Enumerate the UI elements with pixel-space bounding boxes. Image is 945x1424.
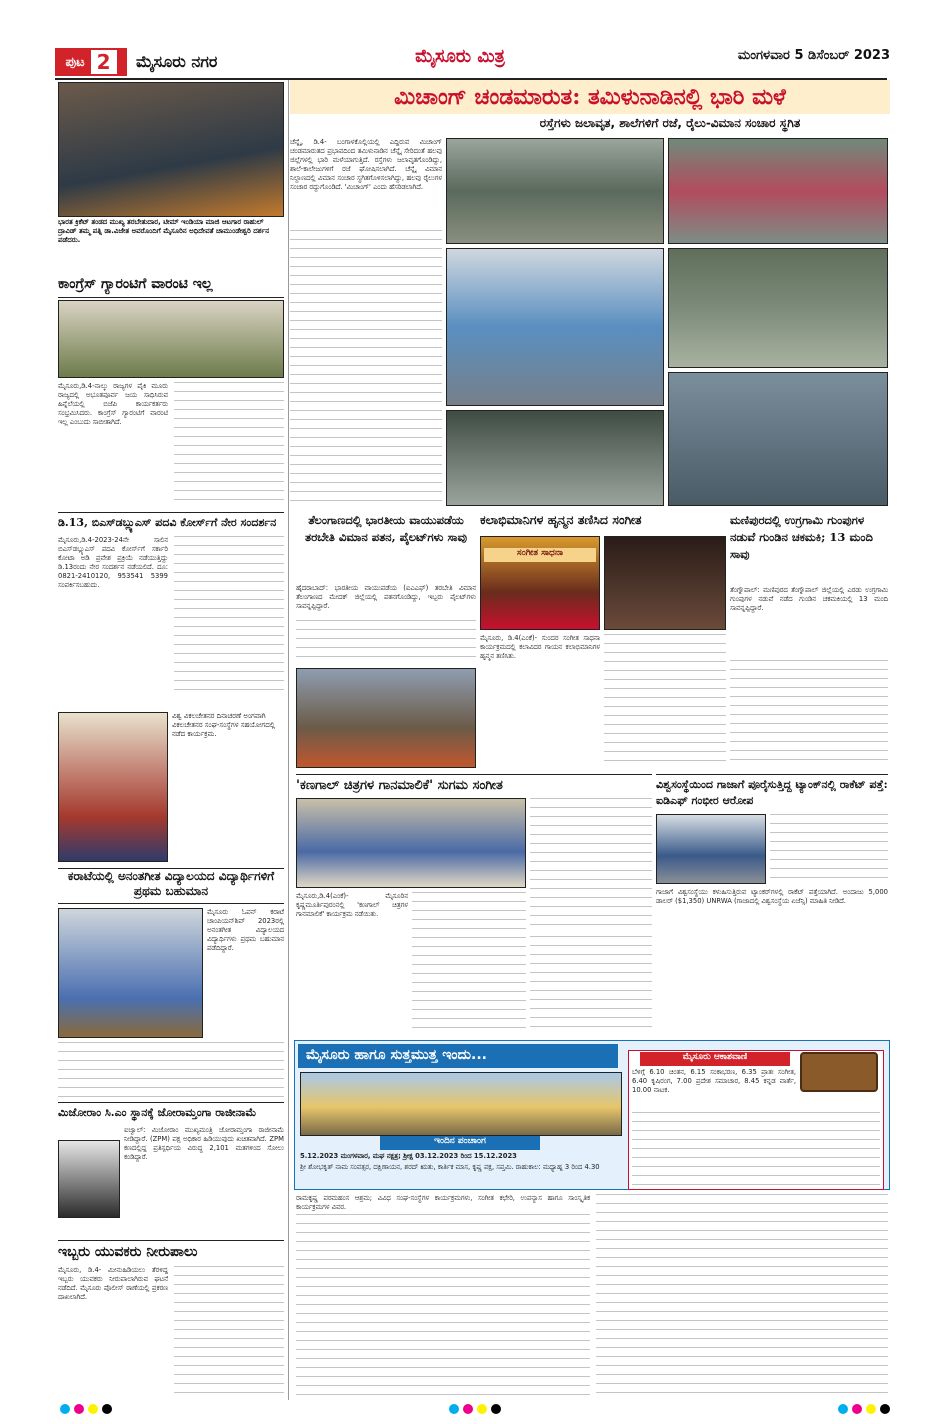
story-manipur-text-cont bbox=[730, 660, 888, 768]
flood-photo-1 bbox=[446, 138, 664, 244]
airport-photo bbox=[446, 248, 664, 406]
panchang-date: 5.12.2023 ಮಂಗಳವಾರ, ಮಘ ನಕ್ಷತ್ರ; ಶ್ರೀಕ್ಷ 03.12.2023 ರಿಂದ 15.12.2023 bbox=[300, 1152, 517, 1160]
page-number: 2 bbox=[91, 50, 117, 74]
story-bsw-text: ಮೈಸೂರು,ಡಿ.4-2023-24ನೇ ಸಾಲಿನ ಬಿಎಸ್‌ಡಬ್ಲ್ಯುಎಸ್ ಪದವಿ ಕೋರ್ಸ್‌ಗೆ ಸರ್ಕಾರಿ ಕೋಟಾ ಅಡಿ ಪ್ರವೇಶ ಪ್ರಕ್ರಿಯೆ ನಡೆಯುತ್ತಿದ್ದು ಡಿ.13ರಂದು ನೇರ ಸಂದರ್ಶನ ನಡೆಯಲಿದೆ. ದೂ: 0821-2410120, 953541 5399 ಸಂಪರ್ಕಿಸಬಹುದು. bbox=[58, 536, 168, 589]
page-label: ಪುಟ bbox=[65, 54, 85, 70]
zoramthanga-photo bbox=[58, 1140, 120, 1218]
panchang-text: ಶ್ರೀ ಶೋಭಕೃತ್ ನಾಮ ಸಂವತ್ಸರ, ದಕ್ಷಿಣಾಯನ, ಶರದ್ ಋತು, ಕಾರ್ತಿಕ ಮಾಸ, ಕೃಷ್ಣ ಪಕ್ಷ, ಸಪ್ತಮಿ. ರಾಹುಕಾಲ: ಮಧ್ಯಾಹ್ನ 3 ರಿಂದ 4.30 bbox=[300, 1163, 600, 1171]
panchang-title: ಇಂದಿನ ಪಂಚಾಂಗ bbox=[380, 1136, 540, 1150]
radio-icon bbox=[800, 1052, 878, 1092]
story-congress-text: ಮೈಸೂರು,ಡಿ.4-ನಾಲ್ಕು ರಾಜ್ಯಗಳ ಪೈಕಿ ಮೂರು ರಾಜ್ಯದಲ್ಲಿ ಅಭೂತಪೂರ್ವ ಜಯ ಸಾಧಿಸಿರುವ ಹಿನ್ನೆಲೆಯಲ್ಲಿ ಬಿಜೆಪಿ ಕಾರ್ಯಕರ್ತರು ಸಂಭ್ರಮಿಸಿದರು. ಕಾಂಗ್ರೆಸ್ ಗ್ಯಾರಂಟಿಗೆ ವಾರಂಟಿ ಇಲ್ಲ ಎಂಬುದು ಸಾಬೀತಾಗಿದೆ. bbox=[58, 382, 168, 426]
radio-schedule: ಬೆಳಿಗ್ಗೆ 6.10 ಚಿಂತನ, 6.15 ಸಂಕಾಭರಣ, 6.35 ಪ್ರಾತಃ ಸಂಗೀತ, 6.40 ಕೃಷಿರಂಗ, 7.00 ಪ್ರದೇಶ ಸಮಾಚಾರ, 8.45 ಕನ್ನಡ ವಾರ್ತೆ, 10.00 ನಾಟಕ. bbox=[632, 1068, 796, 1094]
story-kangal-side bbox=[530, 798, 652, 932]
flood-photo-2 bbox=[668, 138, 888, 244]
story-bsw-head: ಡಿ.13, ಬಿಎಸ್‌ಡಬ್ಲ್ಯುಎಸ್ ಪದವಿ ಕೋರ್ಸ್‌ಗೆ ನೇರ ಸಂದರ್ಶನ bbox=[58, 512, 284, 532]
story-telangana-text: ಹೈದರಾಬಾದ್: ಭಾರತೀಯ ವಾಯುಪಡೆಯ (ಐಎಎಫ್) ತರಬೇತಿ ವಿಮಾನ ತೆಲಂಗಾಣದ ಮೇದಕ್ ಜಿಲ್ಲೆಯಲ್ಲಿ ಪತನಗೊಂಡಿದ್ದು, ಇಬ್ಬರು ಪೈಲಟ್‌ಗಳು ಸಾವನ್ನಪ್ಪಿದ್ದಾರೆ. bbox=[296, 584, 476, 610]
story-manipur-head: ಮಣಿಪುರದಲ್ಲಿ ಉಗ್ರಗಾಮಿ ಗುಂಪುಗಳ ನಡುವೆ ಗುಂಡಿನ ಚಕಮಕಿ; 13 ಮಂದಿ ಸಾವು bbox=[730, 513, 873, 561]
kangal-photo bbox=[296, 798, 526, 888]
congress-photo bbox=[58, 300, 284, 378]
story-karate-text: ಮೈಸೂರು ಓಪನ್ ಕರಾಟೆ ಚಾಂಪಿಯನ್‌ಶಿಪ್ 2023ರಲ್ಲಿ ಅನಂತಗೀತ ವಿದ್ಯಾಲಯದ ವಿದ್ಯಾರ್ಥಿಗಳು ಪ್ರಥಮ ಬಹುಮಾನ ಪಡೆದಿದ್ದಾರೆ. bbox=[207, 908, 284, 952]
dravid-photo bbox=[58, 82, 284, 217]
story-congress-head: ಕಾಂಗ್ರೆಸ್ ಗ್ಯಾರಂಟಿಗೆ ವಾರಂಟಿ ಇಲ್ಲ bbox=[58, 276, 284, 298]
main-headline: ಮಿಚಾಂಗ್ ಚಂಡಮಾರುತ: ತಮಿಳುನಾಡಿನಲ್ಲಿ ಭಾರಿ ಮಳೆ bbox=[290, 80, 890, 114]
masthead: ಮೈಸೂರು ಮಿತ್ರ bbox=[415, 46, 505, 67]
gaza-tanker-photo bbox=[656, 814, 766, 884]
event-listings-right bbox=[596, 1194, 888, 1398]
main-lead-text-cont bbox=[290, 230, 442, 506]
flood-photo-4 bbox=[446, 410, 664, 506]
award-caption: ವಿಶ್ವ ವಿಕಲಚೇತನರ ದಿನಾಚರಣೆ ಅಂಗವಾಗಿ ವಿಕಲಚೇತನರ ಸಂಘ-ಸಂಸ್ಥೆಗಳ ಸಹಯೋಗದಲ್ಲಿ ನಡೆದ ಕಾರ್ಯಕ್ರಮ. bbox=[172, 712, 284, 862]
story-drowning-text: ಮೈಸೂರು, ಡಿ.4- ಮೀನುಹಿಡಿಯಲು ತೆರಳಿದ್ದ ಇಬ್ಬರು ಯುವಕರು ನೀರುಪಾಲಾಗಿರುವ ಘಟನೆ ನಡೆದಿದೆ. ಮೈಸೂರು ಪೊಲೀಸ್ ಠಾಣೆಯಲ್ಲಿ ಪ್ರಕರಣ ದಾಖಲಾಗಿದೆ. bbox=[58, 1266, 168, 1301]
flood-photo-5 bbox=[668, 372, 888, 506]
award-photo bbox=[58, 712, 168, 862]
column-divider bbox=[288, 80, 289, 1400]
story-drowning-head: ಇಬ್ಬರು ಯುವಕರು ನೀರುಪಾಲು bbox=[58, 1240, 284, 1264]
story-gaza-text: ಗಾಜಾಗೆ ವಿಶ್ವಸಂಸ್ಥೆಯು ಕಳುಹಿಸುತ್ತಿರುವ ಟ್ಯಾಂಕರ್‌ಗಳಲ್ಲಿ ರಾಕೆಟ್ ಪತ್ತೆಯಾಗಿದೆ. ಅಂದಾಜು 5,000 ಡಾಲರ್ ($1,350) UNRWA (ಗಾಜಾದಲ್ಲಿ ವಿಶ್ವಸಂಸ್ಥೆಯ ಏಜೆನ್ಸಿ) ಮಾಹಿತಿ ನೀಡಿದೆ. bbox=[656, 888, 888, 905]
story-karate-text-cont bbox=[58, 1042, 284, 1098]
story-karate-head: ಕರಾಟೆಯಲ್ಲಿ ಅನಂತಗೀತ ವಿದ್ಯಾಲಯದ ವಿದ್ಯಾರ್ಥಿಗಳಿಗೆ ಪ್ರಥಮ ಬಹುಮಾನ bbox=[58, 868, 284, 904]
story-music-text-cont bbox=[604, 634, 726, 768]
mysore-palace-photo bbox=[300, 1072, 622, 1136]
flood-photo-3 bbox=[668, 248, 888, 368]
dravid-caption: ಭಾರತ ಕ್ರಿಕೆಟ್ ತಂಡದ ಮುಖ್ಯ ತರಬೇತುದಾರ, ಟೀಮ್ ಇಂಡಿಯಾ ಮಾಜಿ ಆಟಗಾರ ರಾಹುಲ್ ದ್ರಾವಿಡ್ ತಮ್ಮ ಪತ್ನಿ ಡಾ.ವಿಜೇತ ಅವರೊಂದಿಗೆ ಮೈಸೂರಿನ ಅಧಿದೇವತೆ ಚಾಮುಂಡೇಶ್ವರಿ ದರ್ಶನ ಪಡೆದರು. bbox=[58, 218, 284, 274]
dateline: ಮಂಗಳವಾರ 5 ಡಿಸೆಂಬರ್ 2023 bbox=[737, 48, 890, 63]
event-listings: ರಾಮಕೃಷ್ಣ ಪರಮಹಂಸ ಆಶ್ರಮ; ವಿವಿಧ ಸಂಘ-ಸಂಸ್ಥೆಗಳ ಕಾರ್ಯಕ್ರಮಗಳು, ಸಂಗೀತ ಕಛೇರಿ, ಉಪನ್ಯಾಸ ಹಾಗೂ ಸಾಂಸ್ಕೃತಿಕ ಕಾರ್ಯಕ್ರಮಗಳ ವಿವರ. bbox=[296, 1194, 590, 1211]
story-music-text: ಮೈಸೂರು, ಡಿ.4(ಎಂಕೆ)- ಸುಂದರ ಸಂಗೀತ ಸಾಧನಾ ಕಾರ್ಯಕ್ರಮದಲ್ಲಿ ಕಲಾವಿದರ ಗಾಯನ ಕಲಾಭಿಮಾನಿಗಳ ಹೃನ್ಮನ ತಣಿಸಿತು. bbox=[480, 634, 600, 660]
section-title: ಮೈಸೂರು ನಗರ bbox=[136, 52, 218, 71]
main-subhead: ರಸ್ತೆಗಳು ಜಲಾವೃತ, ಶಾಲೆಗಳಿಗೆ ರಜೆ, ರೈಲು-ವಿಮಾನ ಸಂಚಾರ ಸ್ಥಗಿತ bbox=[539, 116, 801, 130]
karate-photo bbox=[58, 908, 203, 1038]
music-performer-photo bbox=[604, 536, 726, 630]
story-congress-text-cont bbox=[174, 382, 284, 508]
story-kangal-text-cont bbox=[412, 892, 526, 1032]
story-manipur-text: ತೆಂಗ್ನೌಪಾಲ್: ಮಣಿಪುರದ ತೆಂಗ್ನೌಪಾಲ್ ಜಿಲ್ಲೆಯಲ್ಲಿ ಎರಡು ಉಗ್ರಗಾಮಿ ಗುಂಪುಗಳ ನಡುವೆ ನಡೆದ ಗುಂಡಿನ ಚಕಮಕಿಯಲ್ಲಿ 13 ಮಂದಿ ಸಾವನ್ನಪ್ಪಿದ್ದಾರೆ. bbox=[730, 586, 888, 612]
story-drowning-text-cont bbox=[174, 1266, 284, 1396]
story-bsw-text-cont bbox=[174, 536, 284, 696]
story-telangana-head: ತೆಲಂಗಾಣದಲ್ಲಿ ಭಾರತೀಯ ವಾಯುಪಡೆಯ ತರಬೇತಿ ವಿಮಾನ ಪತನ, ಪೈಲಟ್‌ಗಳು ಸಾವು bbox=[305, 513, 467, 544]
color-marks-bottom bbox=[60, 1404, 890, 1416]
story-mizoram-text: ಐಜ್ವಾಲ್: ಮಿಜೋರಾಂ ಮುಖ್ಯಮಂತ್ರಿ ಜೋರಾಮ್ತಂಗಾ ರಾಜೀನಾಮೆ ನೀಡಿದ್ದಾರೆ. (ZPM) ಪಕ್ಷ ಅಧಿಕಾರ ಹಿಡಿಯುವುದು ಖಚಿತವಾಗಿದೆ. ZPM ಕಣದಲ್ಲಿದ್ದ ಪ್ರತಿಸ್ಪರ್ಧಿಯ ವಿರುದ್ಧ 2,101 ಮತಗಳಿಂದ ಸೋಲು ಕಂಡಿದ್ದಾರೆ. bbox=[124, 1126, 284, 1161]
story-mizoram-head: ಮಿಜೋರಾಂ ಸಿ.ಎಂ ಸ್ಥಾನಕ್ಕೆ ಜೋರಾಮ್ತಂಗಾ ರಾಜೀನಾಮೆ bbox=[58, 1102, 284, 1122]
story-kangal-head: 'ಕಣಗಾಲ್ ಚಿತ್ರಗಳ ಗಾನಮಾಲಿಕೆ' ಸುಗಮ ಸಂಗೀತ bbox=[296, 774, 652, 796]
radio-schedule-cont bbox=[632, 1112, 880, 1188]
story-gaza-head: ವಿಶ್ವಸಂಸ್ಥೆಯಿಂದ ಗಾಜಾಗೆ ಪೂರೈಸುತ್ತಿದ್ದ ಟ್ಯಾಂಕ್‌ನಲ್ಲಿ ರಾಕೆಟ್ ಪತ್ತೆ: ಐಡಿಎಫ್ ಗಂಭೀರ ಆರೋಪ bbox=[656, 774, 888, 810]
story-telangana-text-cont bbox=[296, 620, 476, 664]
music-banner: ಸಂಗೀತ ಸಾಧನಾ bbox=[484, 548, 596, 562]
page-number-badge bbox=[55, 48, 127, 76]
radio-title: ಮೈಸೂರು ಆಕಾಶವಾಣಿ bbox=[640, 1052, 790, 1066]
aircraft-crash-photo bbox=[296, 668, 476, 768]
events-banner: ಮೈಸೂರು ಹಾಗೂ ಸುತ್ತಮುತ್ತ ಇಂದು... bbox=[298, 1044, 618, 1068]
story-music-head: ಕಲಾಭಿಮಾನಿಗಳ ಹೃನ್ಮನ ತಣಿಸಿದ ಸಂಗೀತ bbox=[480, 512, 642, 527]
story-gaza-side bbox=[770, 814, 888, 884]
story-kangal-text-cont-2 bbox=[530, 936, 652, 1032]
story-kangal-text: ಮೈಸೂರು,ಡಿ.4(ಎಂಕೆ)- ಮೈಸೂರಿನ ಕೃಷ್ಣಮೂರ್ತಿಪುರಂನಲ್ಲಿ 'ಕಣಗಾಲ್ ಚಿತ್ರಗಳ ಗಾನಮಾಲಿಕೆ' ಕಾರ್ಯಕ್ರಮ ನಡೆಯಿತು. bbox=[296, 892, 408, 918]
main-lead-text: ಚೆನ್ನೈ, ಡಿ.4- ಬಂಗಾಳಕೊಲ್ಲಿಯಲ್ಲಿ ಎದ್ದಿರುವ ಮಿಚಾಂಗ್ ಚಂಡಮಾರುತದ ಪ್ರಭಾವದಿಂದ ತಮಿಳುನಾಡಿನ ಚೆನ್ನೈ ಸೇರಿದಂತೆ ಹಲವು ಜಿಲ್ಲೆಗಳಲ್ಲಿ ಭಾರಿ ಮಳೆಯಾಗುತ್ತಿದೆ. ರಸ್ತೆಗಳು ಜಲಾವೃತಗೊಂಡಿದ್ದು, ಶಾಲೆ-ಕಾಲೇಜುಗಳಿಗೆ ರಜೆ ಘೋಷಿಸಲಾಗಿದೆ. ಚೆನ್ನೈ ವಿಮಾನ ನಿಲ್ದಾಣದಲ್ಲಿ ವಿಮಾನ ಸಂಚಾರ ಸ್ಥಗಿತಗೊಳಿಸಲಾಗಿದ್ದು, ಹಲವು ರೈಲುಗಳ ಸಂಚಾರ ರದ್ದುಗೊಂಡಿದೆ. 'ಮಿಚಾಂಗ್' ಎಂದು ಹೆಸರಿಡಲಾಗಿದೆ. bbox=[290, 138, 442, 191]
event-listings-left bbox=[296, 1214, 590, 1398]
